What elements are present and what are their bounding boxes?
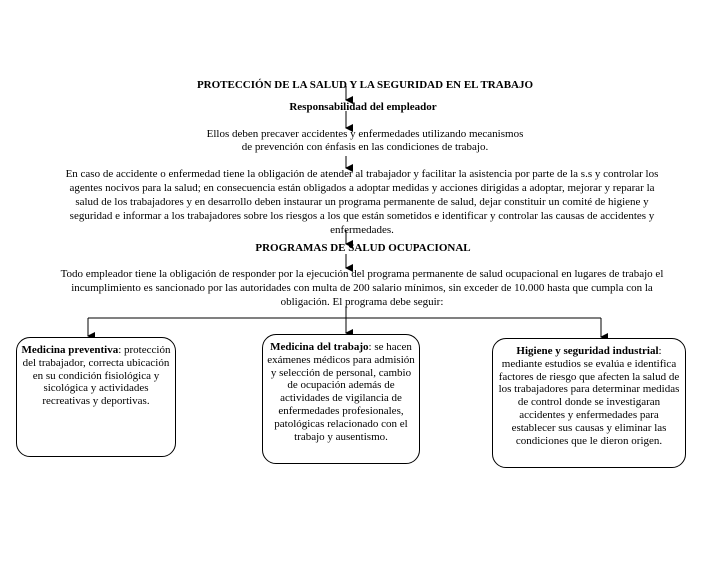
box-text: se hacen exámenes médicos para admisión y selección de personal, cambio de ocupación además de actividades de vigilancia de enfermedades profesionales, patológicas relacionado con el trabajo y ausentismo. <box>267 341 415 443</box>
box-text: mediante estudios se evalúa e identifica factores de riesgo que afecten la salud de los trabajadores para determinar medidas de control donde se investigaran accidentes y enfermedades para establecer sus causas y eliminar las condiciones que le dieron origen. <box>498 357 680 447</box>
box-separator: : <box>658 345 662 357</box>
box-separator: : <box>118 344 122 356</box>
employer-paragraph: Todo empleador tiene la obligación de responder por la ejecución del programa permanente de salud ocupacional en lugares de trabajo el incumplimiento es sancionado por las autoridades con multa de 200 salario mínimos, sin exceder de 10.000 hasta que cumpla con la obligación. El programa debe seguir: <box>60 268 664 308</box>
accident-paragraph: En caso de accidente o enfermedad tiene la obligación de atender al trabajador y facilitar la asistencia por parte de la s.s y controlar los agentes nocivos para la salud; en consecuencia están obligados a adoptar medidas y acciones dirigidas a adoptar, mejorar y reparar la salud de los trabajadores y en desarrollo deben instaurar un programa permanente de salud, dejar constituir un comité de higiene y seguridad e informar a los trabajadores sobre los riesgos a los que están sometidos e identificar y controlar las causas de accidentes y enfermedades. <box>65 168 659 236</box>
box-medicina-preventiva <box>16 337 176 457</box>
box-heading: Higiene y seguridad industrial <box>516 345 659 357</box>
programs-heading: PROGRAMAS DE SALUD OCUPACIONAL <box>255 242 471 254</box>
duty-line-2: de prevención con énfasis en las condiciones de trabajo. <box>241 141 489 153</box>
box-heading: Medicina preventiva <box>21 344 119 356</box>
box-separator: : <box>368 341 375 353</box>
box-heading: Medicina del trabajo <box>270 341 369 353</box>
box-higiene-seguridad-industrial <box>492 338 686 468</box>
page-title: PROTECCIÓN DE LA SALUD Y LA SEGURIDAD EN EL TRABAJO <box>196 79 534 91</box>
duty-line-1: Ellos deben precaver accidentes y enfermedades utilizando mecanismos <box>206 128 524 140</box>
subtitle: Responsabilidad del empleador <box>289 101 437 113</box>
box-text: protección del trabajador, correcta ubicación en su condición fisiológica y sicológica y actividades recreativas y deportivas. <box>22 344 171 408</box>
box-medicina-del-trabajo <box>262 334 420 464</box>
